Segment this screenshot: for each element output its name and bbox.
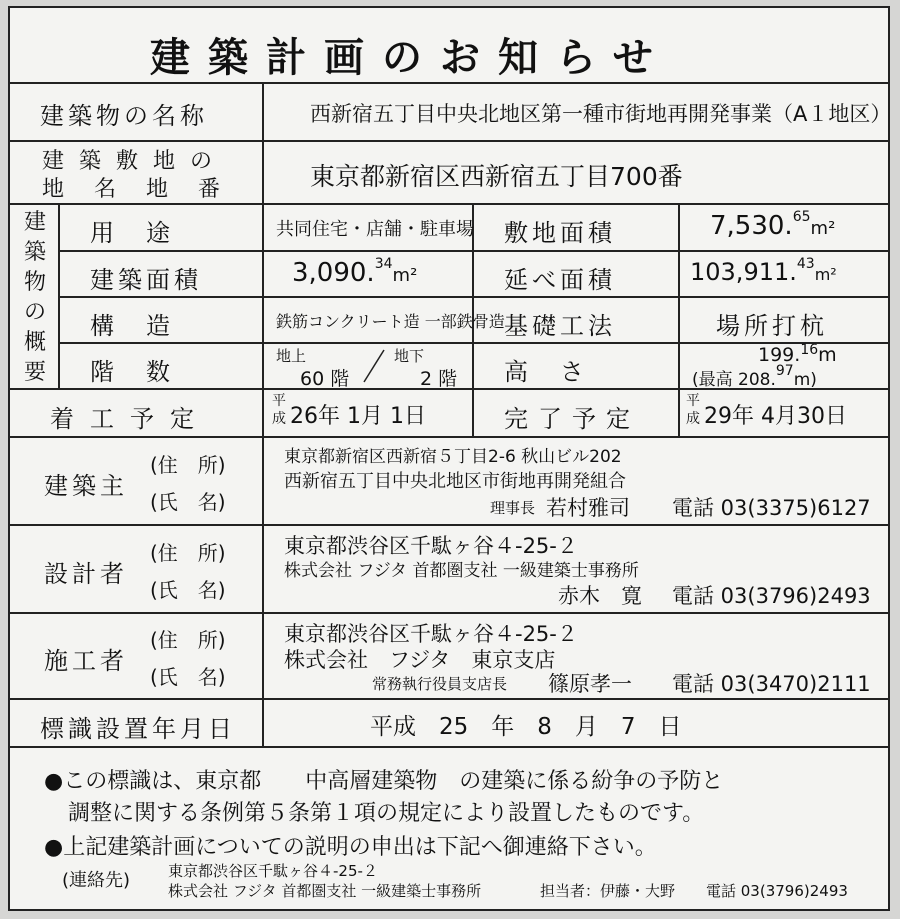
owner-title: 理事長 [490, 499, 536, 517]
contractor-name-label: (氏 名) [150, 665, 226, 689]
contractor-org: 株式会社 フジタ 東京支店 [284, 648, 556, 672]
contractor-phone: 電話 03(3470)2111 [672, 672, 871, 696]
note-line-1: ●この標識は、東京都 中高層建築物 の建築に係る紛争の予防と [44, 769, 724, 794]
height-value: 199.16m [758, 342, 837, 366]
page-title: 建築計画のお知らせ [150, 35, 671, 81]
contact-address: 東京都渋谷区千駄ヶ谷４-25-２ [168, 862, 378, 880]
designer-label: 設計者 [44, 560, 128, 588]
start-date: 26年 1月 1日 [290, 404, 426, 429]
foundation-value: 場所打杭 [716, 312, 828, 340]
floors-label: 階 数 [90, 358, 174, 386]
use-value: 共同住宅・店舗・駐車場 [276, 219, 474, 240]
building-area-value: 3,090.34m² [292, 256, 418, 288]
contact-person: 担当者：伊藤・大野 [540, 882, 676, 900]
notice-board [8, 6, 890, 911]
owner-name-label: (氏 名) [150, 490, 226, 514]
contact-label: (連絡先) [62, 870, 131, 891]
contractor-person: 篠原孝一 [548, 672, 632, 696]
floors-divider [362, 348, 386, 384]
height-label: 高 さ [504, 358, 588, 386]
floors-below-label: 地下 [394, 347, 425, 365]
owner-address-label: (住 所) [150, 453, 226, 477]
posted-date-value: 平成 25 年 8 月 7 日 [370, 714, 682, 740]
end-date: 29年 4月30日 [704, 404, 847, 429]
contact-phone: 電話 03(3796)2493 [706, 882, 848, 900]
note-line-2: 調整に関する条例第５条第１項の規定により設置したものです。 [68, 801, 705, 826]
owner-label: 建築主 [44, 472, 128, 500]
start-era: 平成 [272, 393, 286, 427]
designer-phone: 電話 03(3796)2493 [672, 584, 871, 608]
end-label: 完了予定 [504, 405, 640, 433]
site-label-line2: 地 名 地 番 [42, 177, 225, 202]
use-label: 用 途 [90, 219, 174, 247]
site-label-line1: 建 築 敷 地 の [42, 149, 216, 174]
contractor-address-label: (住 所) [150, 628, 226, 652]
structure-value: 鉄筋コンクリート造 一部鉄骨造 [276, 312, 505, 331]
overview-label: 建築物の概要 [23, 210, 46, 385]
building-name-label: 建築物の名称 [40, 102, 208, 130]
owner-address: 東京都新宿区西新宿５丁目2-6 秋山ビル202 [284, 447, 622, 467]
owner-person: 若村雅司 [546, 496, 630, 520]
designer-org: 株式会社 フジタ 首都圏支社 一級建築士事務所 [284, 561, 639, 581]
floors-above-value: 60 階 [300, 368, 350, 390]
start-label: 着工予定 [50, 405, 210, 433]
site-area-label: 敷地面積 [504, 219, 616, 247]
floors-above-label: 地上 [276, 347, 307, 365]
contractor-address: 東京都渋谷区千駄ヶ谷４-25-２ [284, 622, 578, 646]
note-line-3: ●上記建築計画についての説明の申出は下記へ御連絡下さい。 [44, 835, 657, 860]
structure-label: 構 造 [90, 312, 174, 340]
building-area-label: 建築面積 [90, 266, 202, 294]
designer-address-label: (住 所) [150, 541, 226, 565]
contact-org: 株式会社 フジタ 首都圏支社 一級建築士事務所 [168, 882, 482, 900]
building-name-value: 西新宿五丁目中央北地区第一種市街地再開発事業（A１地区） [310, 102, 892, 126]
designer-name-label: (氏 名) [150, 578, 226, 602]
posted-date-label: 標識設置年月日 [40, 715, 236, 743]
end-era: 平成 [686, 393, 700, 427]
contractor-label: 施工者 [44, 647, 128, 675]
total-area-value: 103,911.43m² [690, 256, 837, 286]
designer-person: 赤木 寛 [558, 584, 642, 608]
owner-phone: 電話 03(3375)6127 [672, 496, 871, 520]
designer-address: 東京都渋谷区千駄ヶ谷４-25-２ [284, 534, 578, 558]
floors-below-value: 2 階 [420, 368, 458, 390]
contractor-title: 常務執行役員支店長 [372, 675, 508, 693]
site-address-value: 東京都新宿区西新宿五丁目700番 [310, 162, 683, 191]
owner-org: 西新宿五丁目中央北地区市街地再開発組合 [284, 471, 626, 492]
foundation-label: 基礎工法 [504, 312, 616, 340]
site-area-value: 7,530.65m² [710, 209, 836, 241]
total-area-label: 延べ面積 [504, 266, 616, 294]
height-max-value: (最高 208.97m) [692, 363, 817, 390]
